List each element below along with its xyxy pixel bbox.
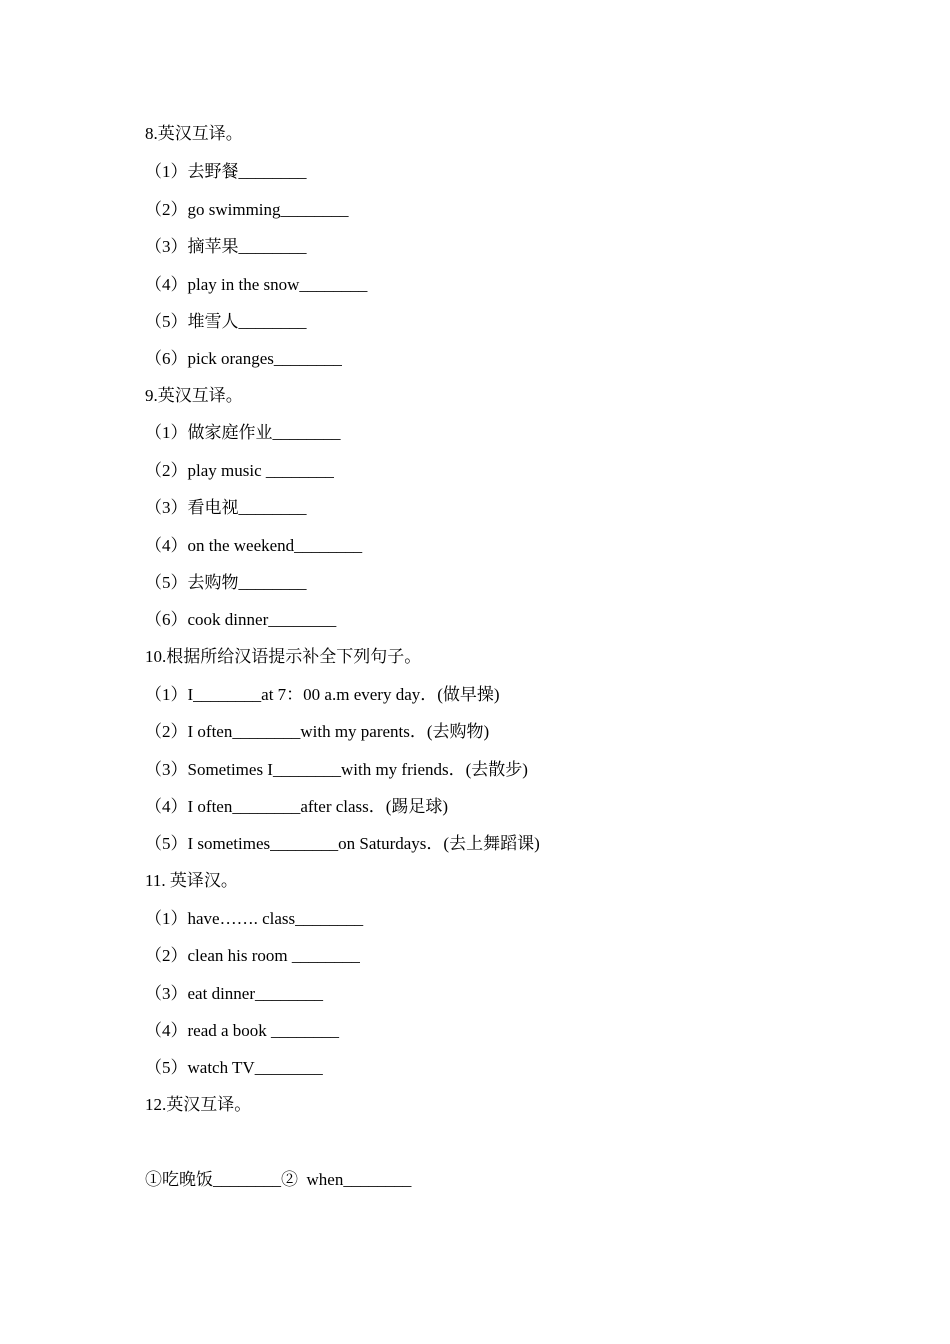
section-10-item-1: （1）I________at 7：00 a.m every day．(做早操) bbox=[145, 685, 500, 704]
section-11-item-1: （1）have……. class________ bbox=[145, 909, 364, 928]
section-8-item-3: （3）摘苹果________ bbox=[145, 237, 307, 256]
section-9-item-1: （1）做家庭作业________ bbox=[145, 423, 341, 442]
section-8-item-5: （5）堆雪人________ bbox=[145, 312, 307, 331]
section-12-item-1: ①吃晚饭________② when________ bbox=[145, 1170, 412, 1189]
section-8-item-2: （2）go swimming________ bbox=[145, 200, 349, 219]
section-8-item-4: （4）play in the snow________ bbox=[145, 275, 368, 294]
section-9-heading: 9.英汉互译。 bbox=[145, 386, 243, 405]
section-9-item-2: （2）play music ________ bbox=[145, 461, 334, 480]
section-10-item-5: （5）I sometimes________on Saturdays．(去上舞蹈课) bbox=[145, 834, 540, 853]
section-9-item-5: （5）去购物________ bbox=[145, 573, 307, 592]
section-11-item-3: （3）eat dinner________ bbox=[145, 984, 323, 1003]
section-11-item-4: （4）read a book ________ bbox=[145, 1021, 340, 1040]
section-9-item-6: （6）cook dinner________ bbox=[145, 610, 337, 629]
section-10-item-4: （4）I often________after class．(踢足球) bbox=[145, 797, 449, 816]
section-9-item-3: （3）看电视________ bbox=[145, 498, 307, 517]
section-11-item-2: （2）clean his room ________ bbox=[145, 946, 360, 965]
section-12-heading: 12.英汉互译。 bbox=[145, 1095, 252, 1114]
section-11-item-5: （5）watch TV________ bbox=[145, 1058, 323, 1077]
section-10-item-2: （2）I often________with my parents．(去购物) bbox=[145, 722, 490, 741]
section-10-item-3: （3）Sometimes I________with my friends．(去散步) bbox=[145, 760, 528, 779]
section-8-item-6: （6）pick oranges________ bbox=[145, 349, 342, 368]
section-8-item-1: （1）去野餐________ bbox=[145, 162, 307, 181]
section-9-item-4: （4）on the weekend________ bbox=[145, 536, 363, 555]
section-8-heading: 8.英汉互译。 bbox=[145, 124, 243, 143]
section-10-heading: 10.根据所给汉语提示补全下列句子。 bbox=[145, 647, 422, 666]
section-11-heading: 11. 英译汉。 bbox=[145, 871, 238, 890]
